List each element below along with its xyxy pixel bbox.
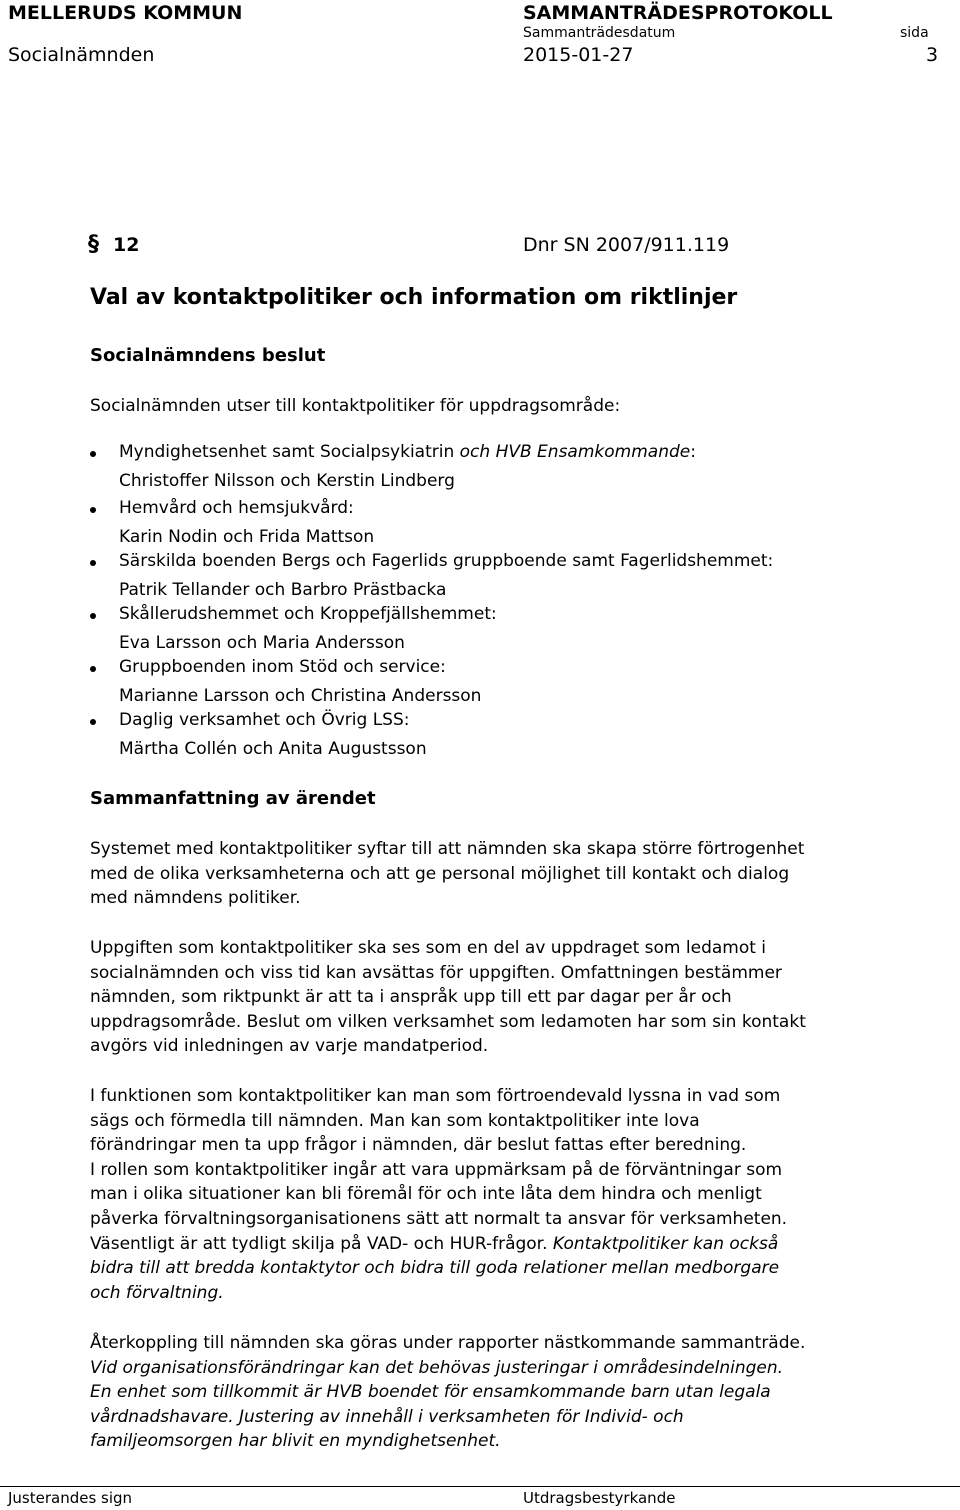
bullet-icon	[90, 507, 96, 513]
section-number: 12	[113, 234, 140, 256]
municipality-name: MELLERUDS KOMMUN	[8, 2, 243, 24]
list-item-people: Karin Nodin och Frida Mattson	[119, 527, 375, 547]
bullet-icon	[90, 719, 96, 725]
page-label: sida	[900, 25, 929, 41]
date-label: Sammanträdesdatum	[523, 25, 676, 41]
section-symbol: §	[88, 232, 99, 257]
summary-heading: Sammanfattning av ärendet	[90, 788, 376, 809]
list-item-people: Märtha Collén och Anita Augustsson	[119, 739, 427, 759]
section-title: Val av kontaktpolitiker och information om riktlinjer	[90, 285, 738, 310]
protocol-title: SAMMANTRÄDESPROTOKOLL	[523, 2, 833, 24]
decision-intro: Socialnämnden utser till kontaktpolitiker för uppdragsområde:	[90, 396, 621, 416]
footer-signature-label: Justerandes sign	[8, 1489, 133, 1507]
dnr-reference: Dnr SN 2007/911.119	[523, 234, 730, 256]
list-item-people: Eva Larsson och Maria Andersson	[119, 633, 405, 653]
list-item-area: Skållerudshemmet och Kroppefjällshemmet:	[119, 604, 497, 624]
list-item-area: Daglig verksamhet och Övrig LSS:	[119, 710, 410, 730]
list-item-area: Gruppboenden inom Stöd och service:	[119, 657, 446, 677]
meeting-date: 2015-01-27	[523, 44, 634, 66]
list-item-people: Marianne Larsson och Christina Andersson	[119, 686, 482, 706]
bullet-icon	[90, 666, 96, 672]
footer-certification-label: Utdragsbestyrkande	[523, 1489, 676, 1507]
bullet-icon	[90, 451, 96, 457]
committee-name: Socialnämnden	[8, 44, 155, 66]
summary-paragraph-4: Återkoppling till nämnden ska göras under rapporter nästkommande sammanträde. Vid organisationsförändringar kan det behövas justeringar i områdesindelningen. En enhet som tillkommit är HVB boendet för ensamkommande barn utan legala vårdnadshavare. Justering av innehåll i verksamheten för Individ- och familjeomsorgen har blivit en myndighetsenhet.	[90, 1333, 806, 1452]
list-item-people: Patrik Tellander och Barbro Prästbacka	[119, 580, 447, 600]
list-item-people: Christoffer Nilsson och Kerstin Lindberg	[119, 471, 455, 491]
list-item-area: Myndighetsenhet samt Socialpsykiatrin och HVB Ensamkommande:	[119, 442, 696, 462]
bullet-icon	[90, 560, 96, 566]
summary-paragraph-2: Uppgiften som kontaktpolitiker ska ses som en del av uppdraget som ledamot i socialnämnden och viss tid kan avsättas för uppgiften. Omfattningen bestämmer nämnden, som riktpunkt är att ta i anspråk upp till ett par dagar per år och uppdragsområde. Beslut om vilken verksamhet som ledamoten har som sin kontakt avgörs vid inledningen av varje mandatperiod.	[90, 938, 806, 1057]
footer-divider	[0, 1486, 960, 1487]
summary-paragraph-1: Systemet med kontaktpolitiker syftar till att nämnden ska skapa större förtrogenhet med de olika verksamheterna och att ge personal möjlighet till kontakt och dialog med nämndens politiker.	[90, 839, 805, 909]
list-item-area: Särskilda boenden Bergs och Fagerlids gruppboende samt Fagerlidshemmet:	[119, 551, 774, 571]
page-number: 3	[926, 44, 939, 66]
decision-heading: Socialnämndens beslut	[90, 345, 326, 366]
list-item-area: Hemvård och hemsjukvård:	[119, 498, 354, 518]
summary-paragraph-3: I funktionen som kontaktpolitiker kan man som förtroendevald lyssna in vad som sägs och förmedla till nämnden. Man kan som kontaktpolitiker inte lova förändringar men ta upp frågor i nämnden, där beslut fattas efter beredning. I rollen som kontaktpolitiker ingår att vara uppmärksam på de förväntningar som man i olika situationer kan bli föremål för och inte låta dem hindra och menligt påverka förvaltningsorganisationens sätt att normalt ta ansvar för verksamheten. Väsentligt är att tydligt skilja på VAD- och HUR-frågor. Kontaktpolitiker kan också bidra till att bredda kontaktytor och bidra till goda relationer mellan medborgare och förvaltning.	[90, 1086, 788, 1303]
bullet-icon	[90, 613, 96, 619]
